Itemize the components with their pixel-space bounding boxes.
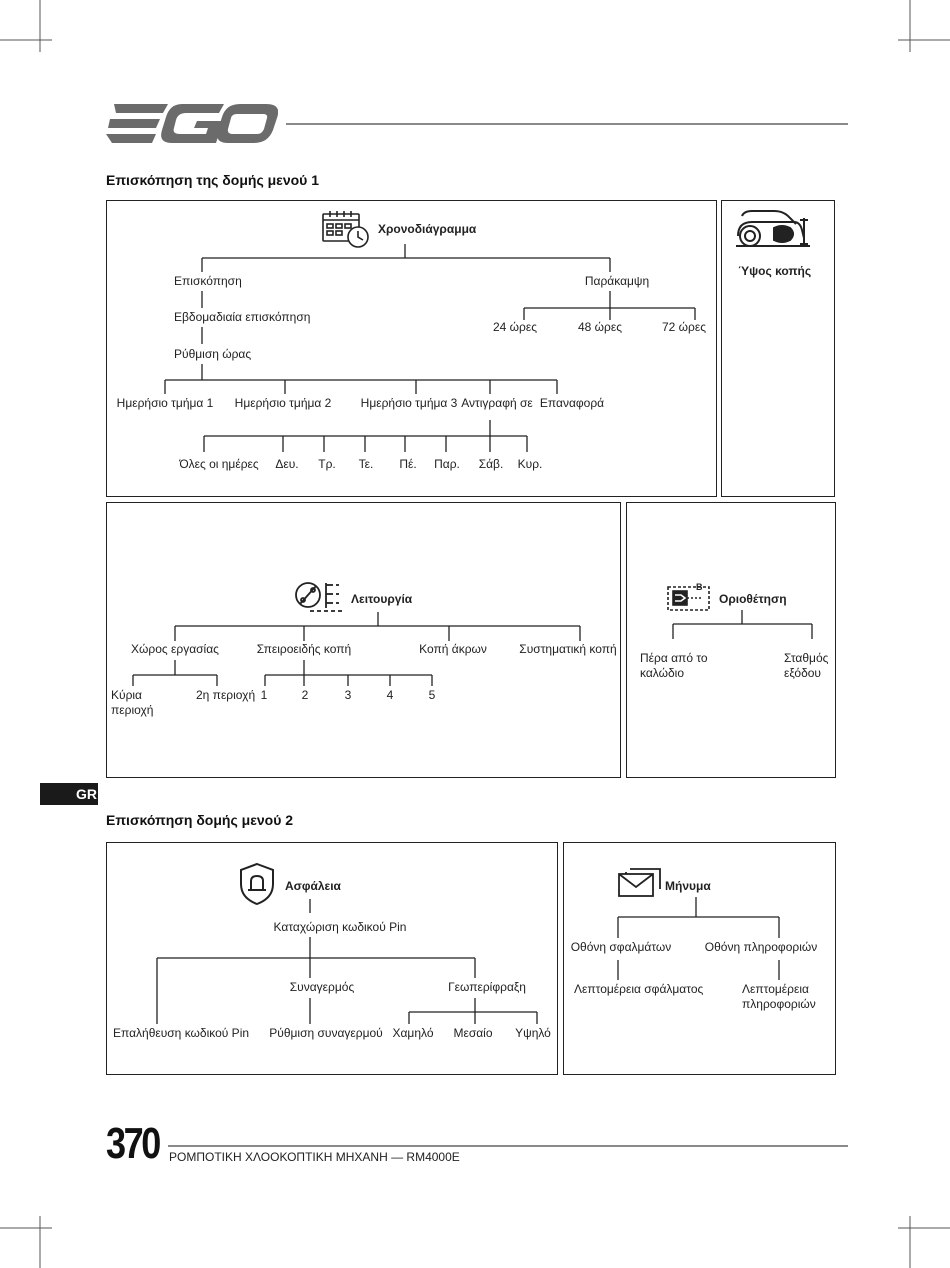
schedule-title: Χρονοδιάγραμμα — [378, 222, 477, 236]
operation-title: Λειτουργία — [351, 592, 413, 606]
pin-entry: Καταχώριση κωδικού Pin — [273, 920, 407, 934]
section2-heading: Επισκόπηση δομής μενού 2 — [106, 812, 294, 828]
error-details: Λεπτομέρεια σφάλματος — [574, 982, 704, 996]
work-area: Χώρος εργασίας — [131, 642, 219, 656]
copy-to: Αντιγραφή σε — [461, 396, 533, 410]
geofence-high: Υψηλό — [515, 1026, 551, 1040]
day-wed: Τε. — [358, 457, 374, 471]
footer-product-title: ΡΟΜΠΟΤΙΚΗ ΧΛΟΟΚΟΠΤΙΚΗ ΜΗΧΑΝΗ — RM4000E — [169, 1150, 460, 1164]
day-thu: Πέ. — [399, 457, 417, 471]
schedule-time-setting: Ρύθμιση ώρας — [174, 347, 252, 361]
spiral-cutting: Σπειροειδής κοπή — [256, 642, 352, 656]
mower-cutting-height-icon — [734, 208, 812, 248]
spiral-level-1: 1 — [260, 688, 268, 702]
info-details: Λεπτομέρεια πληροφοριών — [742, 982, 816, 1011]
bypass-48h: 48 ώρες — [577, 320, 623, 334]
segment-1: Ημερήσιο τμήμα 1 — [116, 396, 214, 410]
calendar-clock-icon — [322, 210, 372, 248]
reset: Επαναφορά — [539, 396, 605, 410]
day-sat: Σάβ. — [478, 457, 504, 471]
edge-cutting: Κοπή άκρων — [419, 642, 487, 656]
geofence-low: Χαμηλό — [392, 1026, 434, 1040]
spiral-level-2: 2 — [301, 688, 309, 702]
boundary-title: Οριοθέτηση — [719, 592, 787, 606]
operation-mode-icon — [294, 580, 348, 614]
day-mon: Δευ. — [275, 457, 299, 471]
bypass-24h: 24 ώρες — [492, 320, 538, 334]
beyond-wire: Πέρα από το καλώδιο — [640, 651, 708, 680]
footer-rule — [168, 1145, 848, 1147]
cutting-height-title: Ύψος κοπής — [738, 264, 812, 278]
day-fri: Παρ. — [434, 457, 460, 471]
bypass-72h: 72 ώρες — [661, 320, 707, 334]
geofence-medium: Μεσαίο — [453, 1026, 493, 1040]
alarm-setting: Ρύθμιση συναγερμού — [269, 1026, 383, 1040]
day-sun: Κυρ. — [517, 457, 543, 471]
spiral-level-5: 5 — [428, 688, 436, 702]
envelope-icon — [618, 868, 662, 898]
boundary-wire-icon — [667, 581, 711, 611]
schedule-weekly-overview: Εβδομαδιαία επισκόπηση — [174, 310, 311, 324]
security-title: Ασφάλεια — [285, 879, 341, 893]
segment-3: Ημερήσιο τμήμα 3 — [360, 396, 458, 410]
section1-heading: Επισκόπηση της δομής μενού 1 — [106, 172, 319, 188]
svg-text:B: B — [696, 582, 703, 592]
spiral-level-4: 4 — [386, 688, 394, 702]
info-screen: Οθόνη πληροφοριών — [704, 940, 818, 954]
second-area: 2η περιοχή — [196, 688, 256, 702]
pin-verify: Επαλήθευση κωδικού Pin — [112, 1026, 250, 1040]
exit-station: Σταθμός εξόδου — [784, 651, 829, 680]
bypass: Παράκαμψη — [584, 274, 650, 288]
spiral-level-3: 3 — [344, 688, 352, 702]
message-title: Μήνυμα — [665, 879, 711, 893]
systematic-cutting: Συστηματική κοπή — [519, 642, 617, 656]
shield-lock-icon — [238, 862, 276, 906]
day-tue: Τρ. — [318, 457, 336, 471]
alarm: Συναγερμός — [289, 980, 355, 994]
segment-2: Ημερήσιο τμήμα 2 — [234, 396, 332, 410]
page-number: 370 — [106, 1119, 159, 1168]
error-screen: Οθόνη σφαλμάτων — [570, 940, 672, 954]
geofence: Γεωπερίφραξη — [448, 980, 526, 994]
language-tab-label: GR — [76, 786, 97, 802]
schedule-overview: Επισκόπηση — [174, 274, 242, 288]
main-area: Κύρια περιοχή — [111, 688, 154, 717]
day-all: Όλες οι ημέρες — [179, 457, 259, 471]
